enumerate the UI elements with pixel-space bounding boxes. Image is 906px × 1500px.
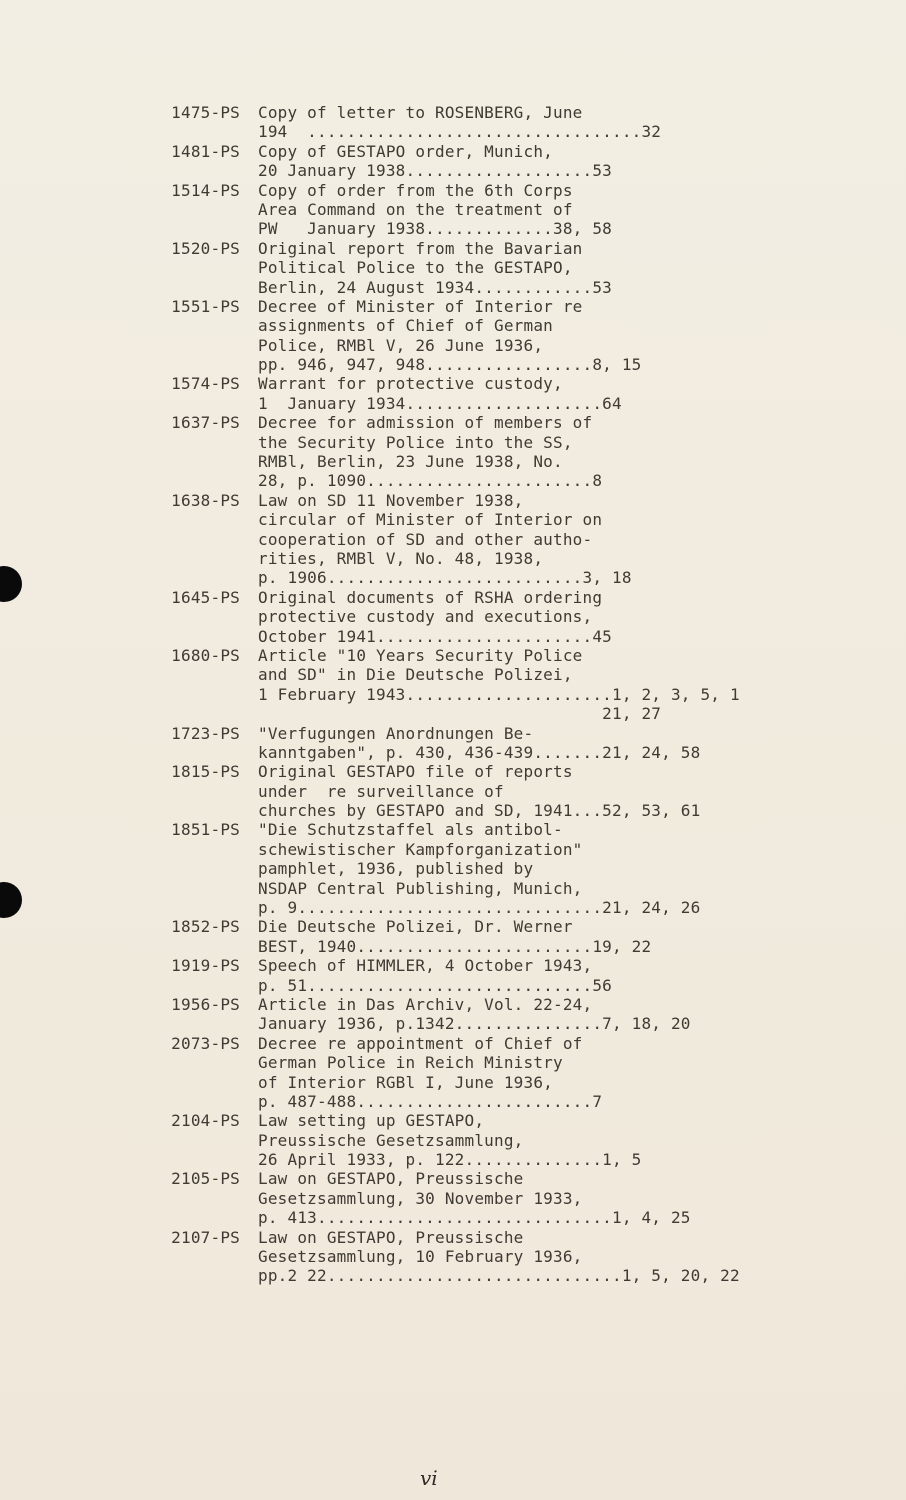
description-line: p. 9...............................21, 24, 26 [258,898,701,918]
document-id: 2073-PS [171,1033,240,1053]
index-entry [0,413,906,491]
description-line: the Security Police into the SS, [258,432,573,452]
description-line: rities, RMBl V, No. 48, 1938, [258,548,544,568]
document-description [258,239,878,297]
document-description [258,1034,878,1112]
index-entry [0,142,906,181]
document-description [258,917,878,956]
description-line: cooperation of SD and other autho- [258,529,593,549]
description-line: pamphlet, 1936, published by [258,859,534,879]
description-line: 21, 27 [258,704,662,724]
document-description [258,646,878,724]
document-description [258,820,878,917]
description-line: Preussische Gesetzsammlung, [258,1130,524,1150]
page-number: vi [420,1466,438,1490]
document-id: 1723-PS [171,723,240,743]
description-line: circular of Minister of Interior on [258,510,603,530]
description-line: Article in Das Archiv, Vol. 22-24, [258,994,593,1014]
document-description [258,181,878,239]
description-line: 28, p. 1090.......................8 [258,471,603,491]
description-line: pp.2 22..............................1, 5, 20, 22 [258,1266,740,1286]
description-line: and SD" in Die Deutsche Polizei, [258,665,573,685]
description-line: Gesetzsammlung, 10 February 1936, [258,1247,583,1267]
document-id: 1919-PS [171,956,240,976]
description-line: January 1936, p.1342...............7, 18, 20 [258,1014,691,1034]
index-entry [0,956,906,995]
document-description [258,1111,878,1169]
description-line: Speech of HIMMLER, 4 October 1943, [258,956,593,976]
description-line: 26 April 1933, p. 122..............1, 5 [258,1150,642,1170]
description-line: Original GESTAPO file of reports [258,762,573,782]
document-id: 1481-PS [171,141,240,161]
index-entry [0,820,906,917]
document-id: 1645-PS [171,587,240,607]
description-line: p. 1906..........................3, 18 [258,568,632,588]
description-line: Police, RMBl V, 26 June 1936, [258,335,544,355]
document-description [258,724,878,763]
description-line: October 1941......................45 [258,626,612,646]
document-description [258,297,878,375]
document-description [258,588,878,646]
document-description [258,491,878,588]
index-entry [0,297,906,375]
document-description [258,956,878,995]
description-line: pp. 946, 947, 948.................8, 15 [258,355,642,375]
description-line: under re surveillance of [258,781,504,801]
description-line: 1 January 1934....................64 [258,393,622,413]
document-index-list [0,103,906,1286]
document-id: 1475-PS [171,103,240,122]
description-line: Law setting up GESTAPO, [258,1111,485,1131]
description-line: kanntgaben", p. 430, 436-439.......21, 24, 58 [258,742,701,762]
document-id: 1680-PS [171,645,240,665]
description-line: schewistischer Kampforganization" [258,839,583,859]
index-entry [0,588,906,646]
document-id: 1851-PS [171,820,240,840]
document-description [258,142,878,181]
document-id: 2107-PS [171,1227,240,1247]
description-line: Warrant for protective custody, [258,374,563,394]
index-entry [0,646,906,724]
description-line: "Verfugungen Anordnungen Be- [258,723,534,743]
index-entry [0,181,906,239]
document-id: 1551-PS [171,296,240,316]
document-description [258,1228,878,1286]
description-line: "Die Schutzstaffel als antibol- [258,820,563,840]
description-line: Law on SD 11 November 1938, [258,490,524,510]
index-entry [0,995,906,1034]
document-description [258,374,878,413]
document-description [258,995,878,1034]
description-line: NSDAP Central Publishing, Munich, [258,878,583,898]
index-entry [0,1228,906,1286]
description-line: Copy of order from the 6th Corps [258,180,573,200]
document-description [258,103,878,142]
index-entry [0,374,906,413]
description-line: of Interior RGBl I, June 1936, [258,1072,553,1092]
description-line: RMBl, Berlin, 23 June 1938, No. [258,452,563,472]
document-description [258,1169,878,1227]
description-line: 1 February 1943.....................1, 2, 3, 5, 1 [258,684,740,704]
description-line: Gesetzsammlung, 30 November 1933, [258,1188,583,1208]
index-entry [0,239,906,297]
document-id: 1574-PS [171,374,240,394]
description-line: Decree for admission of members of [258,413,593,433]
document-description [258,413,878,491]
description-line: assignments of Chief of German [258,316,553,336]
document-id: 1520-PS [171,238,240,258]
description-line: p. 413..............................1, 4, 25 [258,1208,691,1228]
description-line: PW January 1938.............38, 58 [258,219,612,239]
index-entry [0,1034,906,1112]
description-line: BEST, 1940........................19, 22 [258,936,652,956]
description-line: Die Deutsche Polizei, Dr. Werner [258,917,573,937]
index-entry [0,917,906,956]
description-line: German Police in Reich Ministry [258,1053,563,1073]
description-line: Article "10 Years Security Police [258,645,583,665]
index-entry [0,1169,906,1227]
description-line: p. 487-488........................7 [258,1091,603,1111]
description-line: churches by GESTAPO and SD, 1941...52, 53, 61 [258,801,701,821]
description-line: Law on GESTAPO, Preussische [258,1227,524,1247]
description-line: protective custody and executions, [258,607,593,627]
description-line: Original documents of RSHA ordering [258,587,603,607]
description-line: Law on GESTAPO, Preussische [258,1169,524,1189]
description-line: Area Command on the treatment of [258,199,573,219]
description-line: Berlin, 24 August 1934............53 [258,277,612,297]
index-entry [0,1111,906,1169]
description-line: Copy of letter to ROSENBERG, June [258,103,583,122]
document-id: 1852-PS [171,917,240,937]
document-id: 1514-PS [171,180,240,200]
index-entry [0,103,906,142]
document-id: 1638-PS [171,490,240,510]
document-id: 2105-PS [171,1169,240,1189]
description-line: 194 ..................................32 [258,122,662,142]
description-line: Decree re appointment of Chief of [258,1033,583,1053]
description-line: Decree of Minister of Interior re [258,296,583,316]
document-description [258,762,878,820]
index-entry [0,491,906,588]
document-id: 2104-PS [171,1111,240,1131]
document-id: 1637-PS [171,413,240,433]
index-entry [0,724,906,763]
document-id: 1815-PS [171,762,240,782]
description-line: 20 January 1938...................53 [258,161,612,181]
description-line: Copy of GESTAPO order, Munich, [258,141,553,161]
document-id: 1956-PS [171,994,240,1014]
description-line: Political Police to the GESTAPO, [258,258,573,278]
index-entry [0,762,906,820]
description-line: p. 51.............................56 [258,975,612,995]
description-line: Original report from the Bavarian [258,238,583,258]
